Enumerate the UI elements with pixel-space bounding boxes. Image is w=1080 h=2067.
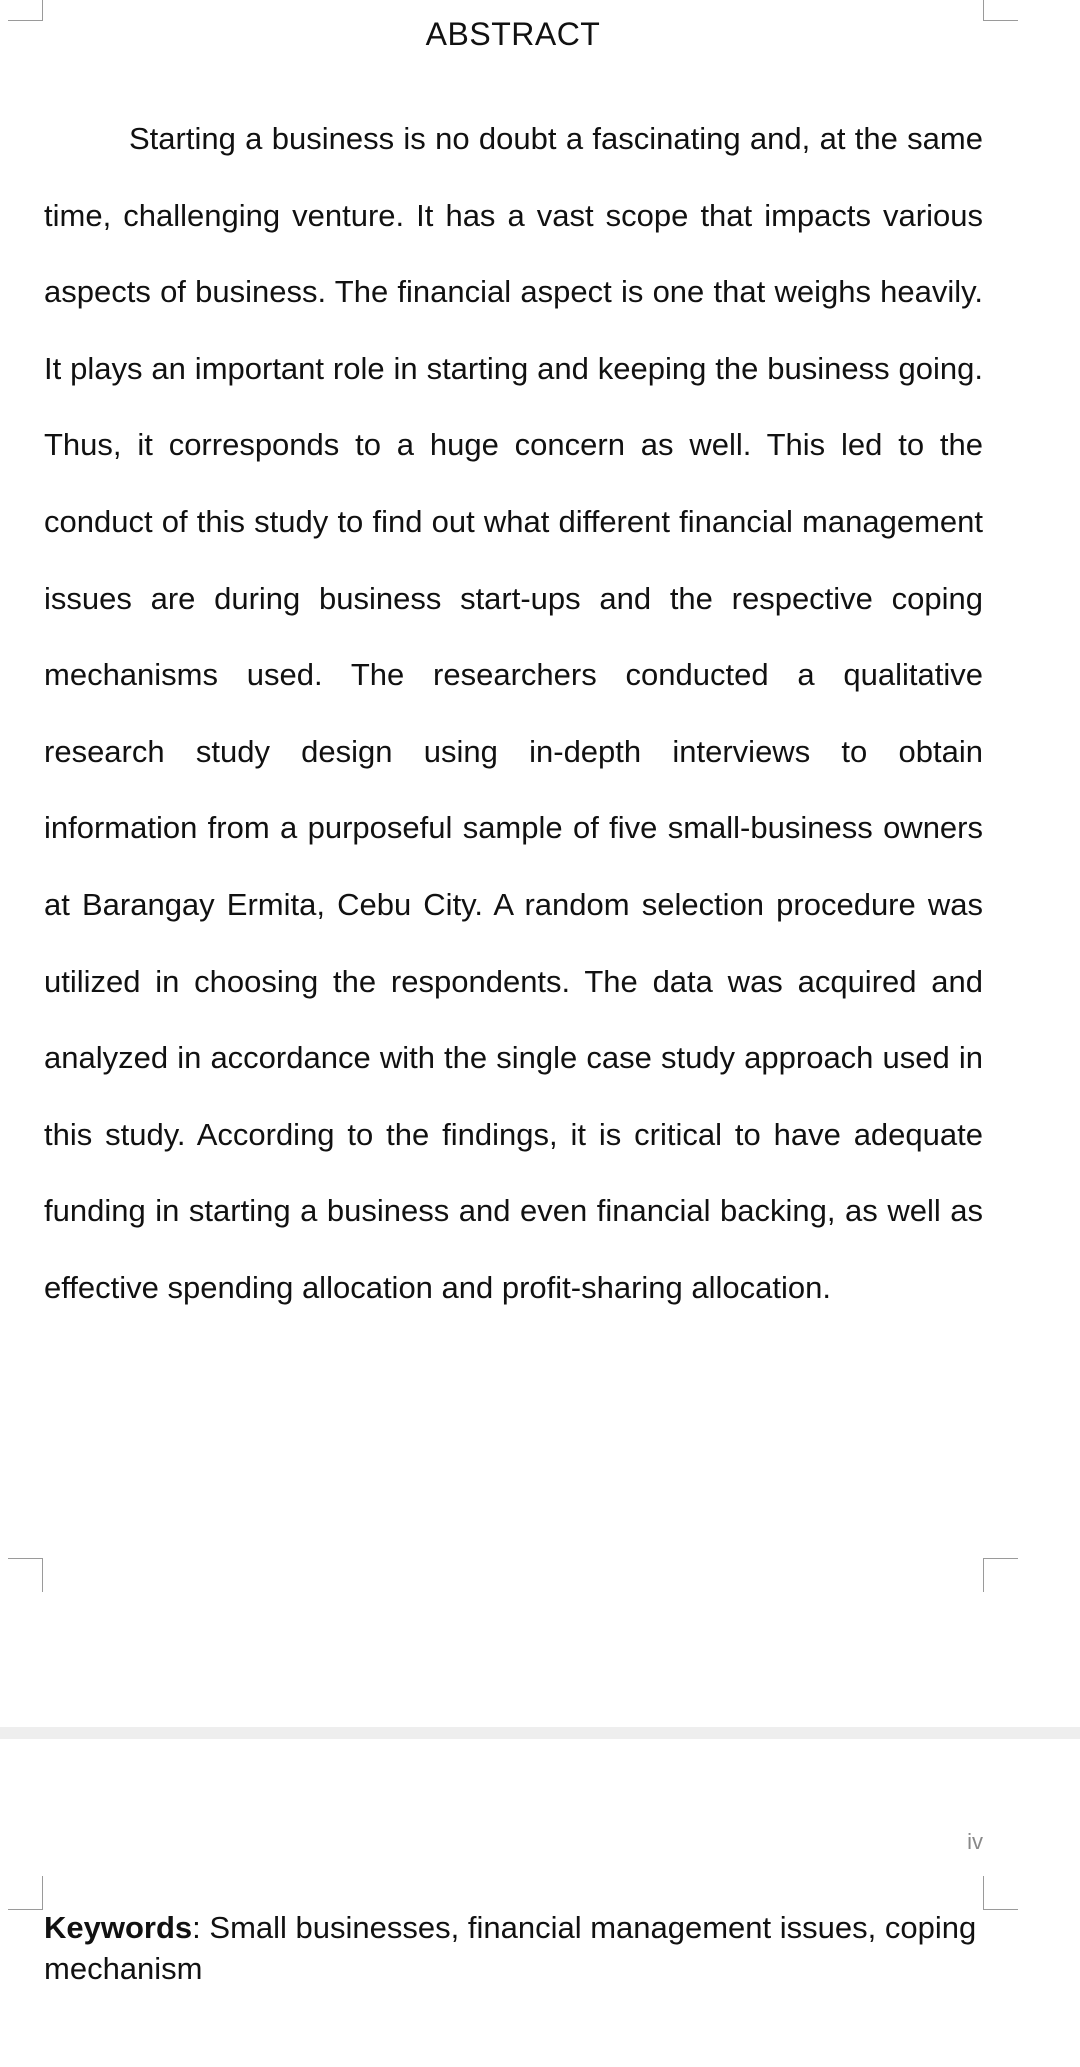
abstract-paragraph: Starting a business is no doubt a fascinating and, at the same time, challenging venture. It has a vast scope that impacts various aspects of business. The financial aspect is one that weighs heavily. It plays an important role in starting and keeping the business going. Thus, it corresponds to a huge concern as well. This led to the conduct of this study to find out what different financial management issues are during business start-ups and the respective coping mechanisms used. The researchers conducted a qualitative research study design using in-depth interviews to obtain information from a purposeful sample of five small-business owners at Barangay Ermita, Cebu City. A random selection procedure was utilized in choosing the respondents. The data was acquired and analyzed in accordance with the single case study approach used in this study. According to the findings, it is critical to have adequate funding in starting a business and even financial backing, as well as effective spending allocation and profit-sharing allocation.: [44, 121, 983, 1305]
crop-mark-bottom-left: [8, 1558, 43, 1592]
document-page-2: [0, 1739, 1080, 2067]
page-number: iv: [967, 1829, 983, 1854]
page-separator: [0, 1727, 1080, 1739]
keywords-text: : Small businesses, financial management issues, coping mechanism: [44, 1910, 977, 1986]
crop-mark-bottom-right: [983, 1558, 1018, 1592]
crop-mark-top-right-page-2: [983, 1876, 1018, 1910]
keywords-line: [44, 1907, 983, 1989]
keywords-label: Keywords: [44, 1910, 193, 1945]
abstract-heading: ABSTRACT: [425, 16, 601, 52]
crop-mark-top-left-page-2: [8, 1876, 43, 1910]
